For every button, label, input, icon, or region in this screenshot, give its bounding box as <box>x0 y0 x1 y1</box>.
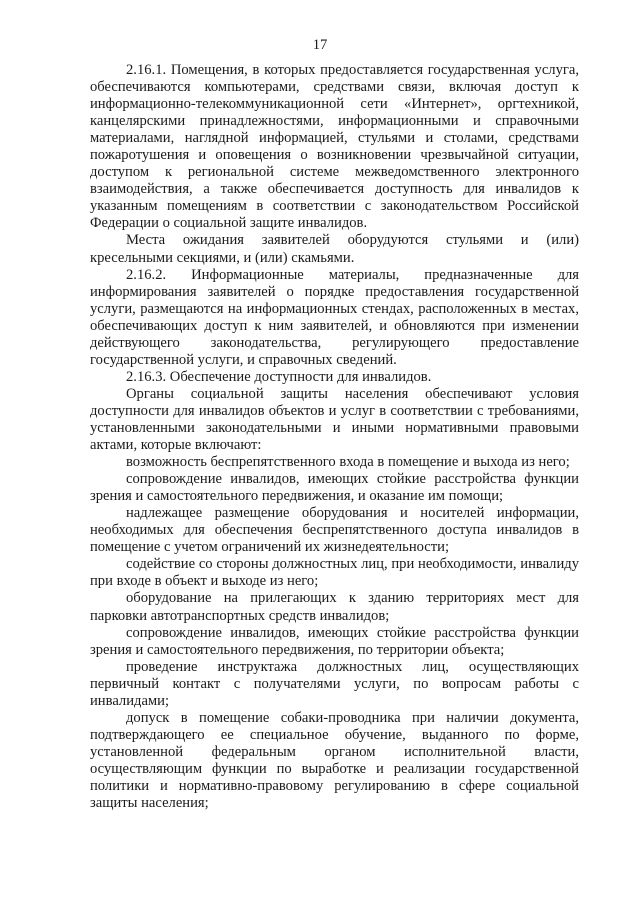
list-item-escort-assistance: сопровождение инвалидов, имеющих стойкие расстройства функции зрения и самостоятельного передвижения, и оказание им помощи; <box>90 471 579 505</box>
list-item-entrance: возможность беспрепятственного входа в помещение и выхода из него; <box>126 454 570 471</box>
paragraph-accessibility-conditions: Органы социальной защиты населения обеспечивают условия доступности для инвалидов объектов и услуг в соответствии с требованиями, установленными законодательными и иными нормативными правовыми актами, которые включают: <box>90 385 579 454</box>
paragraph-2-16-2: 2.16.2. Информационные материалы, предназначенные для информирования заявителей о порядке предоставления государственной услуги, размещаются на информационных стендах, расположенных в местах, обеспечивающих доступ к ним заявителей, и обновляются при изменении действующего законодательства, регулирующего предоставление государственной услуги, и справочных сведений. <box>90 266 579 368</box>
list-item-guide-dog: допуск в помещение собаки-проводника при наличии документа, подтверждающего ее специальное обучение, выданного по форме, установленной федеральным органом исполнительной власти, осуществляющим функции по выработке и реализации государственной политики и нормативно-правовому регулированию в сфере социальной защиты населения; <box>90 709 579 812</box>
list-item-official-assistance: содействие со стороны должностных лиц, при необходимости, инвалиду при входе в объект и выходе из него; <box>90 556 579 590</box>
list-item-staff-briefing: проведение инструктажа должностных лиц, осуществляющих первичный контакт с получателями услуги, по вопросам работы с инвалидами; <box>90 658 579 709</box>
page-number: 17 <box>312 37 328 53</box>
list-item-parking: оборудование на прилегающих к зданию территориях мест для парковки автотранспортных средств инвалидов; <box>90 590 579 624</box>
document-body <box>90 62 579 812</box>
paragraph-2-16-3: 2.16.3. Обеспечение доступности для инвалидов. <box>126 368 432 385</box>
list-item-equipment-placement: надлежащее размещение оборудования и носителей информации, необходимых для обеспечения беспрепятственного доступа инвалидов в помещение с учетом ограничений их жизнедеятельности; <box>90 505 579 556</box>
paragraph-2-16-1: 2.16.1. Помещения, в которых предоставляется государственная услуга, обеспечиваются компьютерами, средствами связи, включая доступ к информационно-телекоммуникационной сети «Интернет», оргтехникой, канцелярскими принадлежностями, информационными и справочными материалами, наглядной информацией, стульями и столами, средствами пожаротушения и оповещения о возникновении чрезвычайной ситуации, доступом к региональной системе межведомственного электронного взаимодействия, а также обеспечивается доступность для инвалидов к указанным помещениям в соответствии с законодательством Российской Федерации о социальной защите инвалидов. <box>90 62 579 232</box>
list-item-escort-territory: сопровождение инвалидов, имеющих стойкие расстройства функции зрения и самостоятельного передвижения, по территории объекта; <box>90 624 579 658</box>
paragraph-waiting-places: Места ожидания заявителей оборудуются стульями и (или) кресельными секциями, и (или) скамьями. <box>90 232 579 266</box>
